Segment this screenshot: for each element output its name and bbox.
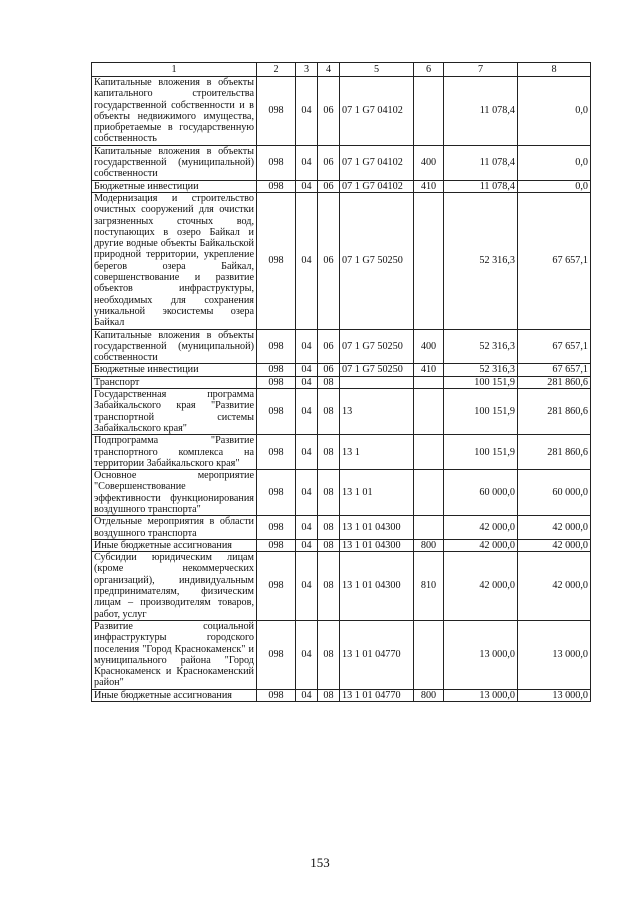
table-row bbox=[92, 389, 591, 435]
row-section-cell: 04 bbox=[296, 539, 318, 551]
row-expense-type-cell bbox=[414, 77, 444, 146]
row-amount-cell: 100 151,9 bbox=[444, 376, 518, 388]
row-section-cell: 04 bbox=[296, 145, 318, 180]
header-cell: 8 bbox=[518, 63, 591, 77]
row-subsection-cell: 08 bbox=[318, 516, 340, 540]
row-amount-cell: 281 860,6 bbox=[518, 389, 591, 435]
row-amount-cell: 281 860,6 bbox=[518, 435, 591, 470]
row-amount-cell: 281 860,6 bbox=[518, 376, 591, 388]
row-code-cell: 098 bbox=[257, 620, 296, 689]
row-amount-cell: 42 000,0 bbox=[518, 539, 591, 551]
row-amount-cell: 42 000,0 bbox=[444, 552, 518, 621]
row-target-article-cell: 13 1 01 04300 bbox=[340, 552, 414, 621]
row-target-article-cell: 13 bbox=[340, 389, 414, 435]
row-code-cell: 098 bbox=[257, 539, 296, 551]
row-expense-type-cell bbox=[414, 470, 444, 516]
row-section-cell: 04 bbox=[296, 552, 318, 621]
row-expense-type-cell bbox=[414, 376, 444, 388]
row-amount-cell: 60 000,0 bbox=[518, 470, 591, 516]
row-name-cell: Отдельные мероприятия в области воздушного транспорта bbox=[92, 516, 257, 540]
table-row bbox=[92, 539, 591, 551]
row-code-cell: 098 bbox=[257, 364, 296, 376]
row-code-cell: 098 bbox=[257, 192, 296, 329]
row-section-cell: 04 bbox=[296, 364, 318, 376]
row-name-cell: Транспорт bbox=[92, 376, 257, 388]
row-amount-cell: 42 000,0 bbox=[444, 516, 518, 540]
row-expense-type-cell bbox=[414, 516, 444, 540]
row-amount-cell: 42 000,0 bbox=[444, 539, 518, 551]
table-row bbox=[92, 552, 591, 621]
row-amount-cell: 67 657,1 bbox=[518, 192, 591, 329]
row-code-cell: 098 bbox=[257, 376, 296, 388]
row-expense-type-cell: 400 bbox=[414, 145, 444, 180]
row-target-article-cell bbox=[340, 376, 414, 388]
budget-table bbox=[91, 62, 591, 702]
table-row bbox=[92, 364, 591, 376]
row-amount-cell: 42 000,0 bbox=[518, 552, 591, 621]
row-subsection-cell: 06 bbox=[318, 364, 340, 376]
header-cell: 6 bbox=[414, 63, 444, 77]
row-section-cell: 04 bbox=[296, 689, 318, 701]
table-body bbox=[92, 77, 591, 702]
table-row bbox=[92, 329, 591, 364]
row-amount-cell: 67 657,1 bbox=[518, 329, 591, 364]
row-amount-cell: 42 000,0 bbox=[518, 516, 591, 540]
row-expense-type-cell: 410 bbox=[414, 364, 444, 376]
header-cell: 4 bbox=[318, 63, 340, 77]
row-amount-cell: 67 657,1 bbox=[518, 364, 591, 376]
row-name-cell: Бюджетные инвестиции bbox=[92, 364, 257, 376]
row-target-article-cell: 07 1 G7 50250 bbox=[340, 192, 414, 329]
row-amount-cell: 52 316,3 bbox=[444, 329, 518, 364]
table-row bbox=[92, 180, 591, 192]
row-expense-type-cell: 800 bbox=[414, 539, 444, 551]
row-expense-type-cell bbox=[414, 389, 444, 435]
row-code-cell: 098 bbox=[257, 552, 296, 621]
row-code-cell: 098 bbox=[257, 77, 296, 146]
row-section-cell: 04 bbox=[296, 329, 318, 364]
row-code-cell: 098 bbox=[257, 470, 296, 516]
row-target-article-cell: 07 1 G7 50250 bbox=[340, 329, 414, 364]
page-number: 153 bbox=[310, 855, 330, 870]
row-amount-cell: 11 078,4 bbox=[444, 180, 518, 192]
row-section-cell: 04 bbox=[296, 77, 318, 146]
row-section-cell: 04 bbox=[296, 192, 318, 329]
row-amount-cell: 13 000,0 bbox=[444, 689, 518, 701]
row-name-cell: Развитие социальной инфраструктуры городского поселения "Город Краснокаменск" и муниципального района "Город Краснокаменск и Краснокаменский район" bbox=[92, 620, 257, 689]
row-amount-cell: 11 078,4 bbox=[444, 145, 518, 180]
row-amount-cell: 0,0 bbox=[518, 77, 591, 146]
row-subsection-cell: 08 bbox=[318, 389, 340, 435]
row-target-article-cell: 13 1 01 04300 bbox=[340, 539, 414, 551]
row-section-cell: 04 bbox=[296, 376, 318, 388]
row-amount-cell: 60 000,0 bbox=[444, 470, 518, 516]
row-amount-cell: 52 316,3 bbox=[444, 364, 518, 376]
row-target-article-cell: 13 1 01 04770 bbox=[340, 620, 414, 689]
row-subsection-cell: 08 bbox=[318, 435, 340, 470]
row-amount-cell: 0,0 bbox=[518, 145, 591, 180]
row-subsection-cell: 08 bbox=[318, 552, 340, 621]
row-amount-cell: 13 000,0 bbox=[518, 689, 591, 701]
table-row bbox=[92, 516, 591, 540]
row-amount-cell: 52 316,3 bbox=[444, 192, 518, 329]
header-cell: 7 bbox=[444, 63, 518, 77]
row-name-cell: Капитальные вложения в объекты капитального строительства государственной собственности и в объекты недвижимого имущества, приобретаемые в государственную собственность bbox=[92, 77, 257, 146]
row-expense-type-cell: 800 bbox=[414, 689, 444, 701]
header-cell: 2 bbox=[257, 63, 296, 77]
table-row bbox=[92, 470, 591, 516]
header-cell: 3 bbox=[296, 63, 318, 77]
row-target-article-cell: 07 1 G7 04102 bbox=[340, 180, 414, 192]
row-subsection-cell: 06 bbox=[318, 329, 340, 364]
row-target-article-cell: 13 1 01 04770 bbox=[340, 689, 414, 701]
row-expense-type-cell: 410 bbox=[414, 180, 444, 192]
row-section-cell: 04 bbox=[296, 180, 318, 192]
row-amount-cell: 0,0 bbox=[518, 180, 591, 192]
row-section-cell: 04 bbox=[296, 470, 318, 516]
row-section-cell: 04 bbox=[296, 435, 318, 470]
row-name-cell: Бюджетные инвестиции bbox=[92, 180, 257, 192]
table-row bbox=[92, 145, 591, 180]
row-expense-type-cell bbox=[414, 620, 444, 689]
row-code-cell: 098 bbox=[257, 145, 296, 180]
row-expense-type-cell bbox=[414, 435, 444, 470]
row-subsection-cell: 06 bbox=[318, 192, 340, 329]
row-name-cell: Капитальные вложения в объекты государственной (муниципальной) собственности bbox=[92, 145, 257, 180]
row-name-cell: Иные бюджетные ассигнования bbox=[92, 539, 257, 551]
row-amount-cell: 11 078,4 bbox=[444, 77, 518, 146]
table-row bbox=[92, 689, 591, 701]
table-row bbox=[92, 376, 591, 388]
row-code-cell: 098 bbox=[257, 389, 296, 435]
row-subsection-cell: 06 bbox=[318, 145, 340, 180]
row-target-article-cell: 13 1 bbox=[340, 435, 414, 470]
row-amount-cell: 13 000,0 bbox=[518, 620, 591, 689]
row-section-cell: 04 bbox=[296, 389, 318, 435]
row-amount-cell: 100 151,9 bbox=[444, 435, 518, 470]
row-target-article-cell: 07 1 G7 04102 bbox=[340, 145, 414, 180]
header-cell: 5 bbox=[340, 63, 414, 77]
row-name-cell: Капитальные вложения в объекты государственной (муниципальной) собственности bbox=[92, 329, 257, 364]
table-row bbox=[92, 77, 591, 146]
row-name-cell: Государственная программа Забайкальского края "Развитие транспортной системы Забайкальского края" bbox=[92, 389, 257, 435]
row-name-cell: Субсидии юридическим лицам (кроме некоммерческих организаций), индивидуальным предпринимателям, физическим лицам – производителям товаров, работ, услуг bbox=[92, 552, 257, 621]
row-name-cell: Подпрограмма "Развитие транспортного комплекса на территории Забайкальского края" bbox=[92, 435, 257, 470]
header-row bbox=[92, 63, 591, 77]
row-amount-cell: 13 000,0 bbox=[444, 620, 518, 689]
row-subsection-cell: 08 bbox=[318, 689, 340, 701]
row-code-cell: 098 bbox=[257, 689, 296, 701]
row-expense-type-cell: 810 bbox=[414, 552, 444, 621]
row-section-cell: 04 bbox=[296, 516, 318, 540]
row-amount-cell: 100 151,9 bbox=[444, 389, 518, 435]
row-name-cell: Основное мероприятие "Совершенствование эффективности функционирования воздушного транспорта" bbox=[92, 470, 257, 516]
row-expense-type-cell bbox=[414, 192, 444, 329]
row-code-cell: 098 bbox=[257, 180, 296, 192]
row-subsection-cell: 06 bbox=[318, 77, 340, 146]
row-name-cell: Модернизация и строительство очистных сооружений для очистки загрязненных сточных вод, поступающих в озеро Байкал и другие водные объекты Байкальской природной территории, укрепление берегов озера Байкал, совершенствование и развитие объектов инфраструктуры, необходимых для сохранения уникальной экосистемы озера Байкал bbox=[92, 192, 257, 329]
row-code-cell: 098 bbox=[257, 329, 296, 364]
row-subsection-cell: 06 bbox=[318, 180, 340, 192]
row-code-cell: 098 bbox=[257, 516, 296, 540]
table-row bbox=[92, 620, 591, 689]
row-subsection-cell: 08 bbox=[318, 620, 340, 689]
row-subsection-cell: 08 bbox=[318, 539, 340, 551]
row-subsection-cell: 08 bbox=[318, 470, 340, 516]
row-target-article-cell: 13 1 01 04300 bbox=[340, 516, 414, 540]
row-target-article-cell: 07 1 G7 50250 bbox=[340, 364, 414, 376]
row-target-article-cell: 13 1 01 bbox=[340, 470, 414, 516]
row-name-cell: Иные бюджетные ассигнования bbox=[92, 689, 257, 701]
table-row bbox=[92, 192, 591, 329]
row-target-article-cell: 07 1 G7 04102 bbox=[340, 77, 414, 146]
row-section-cell: 04 bbox=[296, 620, 318, 689]
header-cell: 1 bbox=[92, 63, 257, 77]
row-expense-type-cell: 400 bbox=[414, 329, 444, 364]
row-code-cell: 098 bbox=[257, 435, 296, 470]
table-row bbox=[92, 435, 591, 470]
row-subsection-cell: 08 bbox=[318, 376, 340, 388]
